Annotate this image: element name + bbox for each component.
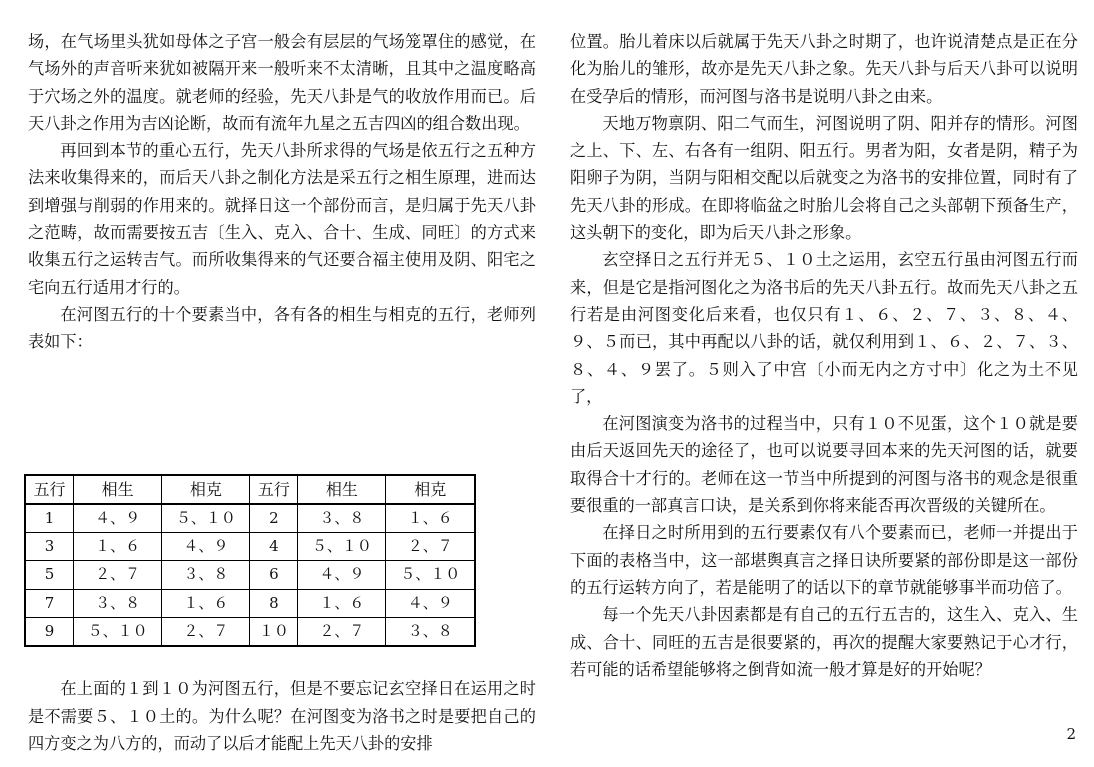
table-cell: 3 (25, 533, 73, 561)
table-cell: 4 (250, 533, 298, 561)
right-paragraph-3: 玄空择日之五行并无５、１０土之运用，玄空五行虽由河图五行而来，但是它是指河图化之为洛书后的先天八卦五行。故而先天八卦之五行若是由河图变化后来看，也仅只有１、６、２、７、３、８、４、９、５而已，其中再配以八卦的话，就仅利用到１、６、２、７、３、８、４、９罢了。５则入了中宫〔小而无内之方寸中〕化之为土不见了， (570, 250, 1078, 406)
table-cell: 9 (25, 618, 73, 647)
header-cell: 五行 (25, 475, 73, 504)
table-cell: １、６ (73, 533, 161, 561)
table-cell: ４、９ (73, 504, 161, 533)
table-cell: 5 (25, 561, 73, 589)
header-cell: 相克 (162, 475, 250, 504)
table-cell: 1 (25, 504, 73, 533)
page-number: 2 (1066, 725, 1076, 743)
left-paragraph-1: 场，在气场里头犹如母体之子宫一般会有层层的气场笼罩住的感觉，在气场外的声音听来犹如被隔开来一般听来不太清晰，且其中之温度略高于穴场之外的温度。就老师的经验，先天八卦是气的收放作用而已。后天八卦之作用为吉凶论断，故而有流年九星之五吉四凶的组合数出现。 (28, 32, 536, 133)
left-column (28, 28, 536, 757)
table-cell: ３、８ (386, 618, 475, 647)
right-paragraph-5: 在择日之时所用到的五行要素仅有八个要素而已，老师一并提出于下面的表格当中，这一部堪舆真言之择日诀所要紧的部份即是这一部份的五行运转方向了，若是能明了的话以下的章节就能够事半而功倍了。 (570, 523, 1078, 597)
table-cell: 7 (25, 589, 73, 617)
table-cell: 8 (250, 589, 298, 617)
table-cell: ５、１０ (386, 561, 475, 589)
table-cell: ５、１０ (298, 533, 386, 561)
table-cell: ２、７ (162, 618, 250, 647)
table-cell: ４、９ (386, 589, 475, 617)
table-cell: １、６ (162, 589, 250, 617)
table-row (25, 533, 475, 561)
header-cell: 相生 (298, 475, 386, 504)
header-cell: 五行 (250, 475, 298, 504)
table-cell: １、６ (298, 589, 386, 617)
header-cell: 相克 (386, 475, 475, 504)
left-paragraph-2: 再回到本节的重心五行，先天八卦所求得的气场是依五行之五种方法来收集得来的，而后天八卦之制化方法是采五行之相生原理，进而达到增强与削弱的作用来的。就择日这一个部份而言，是归属于先天八卦之范畴，故而需要按五吉〔生入、克入、合十、生成、同旺〕的方式来收集五行之运转吉气。而所收集得来的气还要合福主使用及阴、阳宅之宅向五行适用才行的。 (28, 141, 536, 297)
table-cell: ２、７ (73, 561, 161, 589)
table-cell: １、６ (386, 504, 475, 533)
table-cell: ２、７ (386, 533, 475, 561)
table-cell: ３、８ (73, 589, 161, 617)
table-cell: ２、７ (298, 618, 386, 647)
table-cell: １０ (250, 618, 298, 647)
table-cell: ３、８ (298, 504, 386, 533)
table-cell: ５、１０ (162, 504, 250, 533)
left-paragraph-4: 在上面的１到１０为河图五行，但是不要忘记玄空择日在运用之时是不需要５、１０土的。为什么呢？在河图变为洛书之时是要把自己的四方变之为八方的，而动了以后才能配上先天八卦的安排 (28, 679, 536, 753)
right-paragraph-1: 位置。胎儿着床以后就属于先天八卦之时期了，也许说清楚点是正在分化为胎儿的雏形，故亦是先天八卦之象。先天八卦与后天八卦可以说明在受孕后的情形，而河图与洛书是说明八卦之由来。 (570, 32, 1078, 106)
header-cell: 相生 (73, 475, 161, 504)
table-cell: ３、８ (162, 561, 250, 589)
table-row (25, 618, 475, 647)
table-cell: ５、１０ (73, 618, 161, 647)
table-row (25, 561, 475, 589)
right-paragraph-4: 在河图演变为洛书的过程当中，只有１０不见蛋，这个１０就是要由后天返回先天的途径了，也可以说要寻回本来的先天河图的话，就要取得合十才行的。老师在这一节当中所提到的河图与洛书的观念是很重要很重的一部真言口诀，是关系到你将来能否再次晋级的关键所在。 (570, 414, 1078, 516)
wuxing-table (24, 474, 476, 648)
table-row (25, 504, 475, 533)
left-paragraph-3: 在河图五行的十个要素当中，各有各的相生与相克的五行，老师列表如下： (28, 304, 536, 352)
table-cell: ４、９ (162, 533, 250, 561)
table-row (25, 589, 475, 617)
table-cell: 2 (250, 504, 298, 533)
table-cell: 6 (250, 561, 298, 589)
table-spacer (28, 356, 536, 466)
table-header-row (25, 475, 475, 504)
right-column (570, 28, 1078, 683)
right-paragraph-6: 每一个先天八卦因素都是有自己的五行五吉的，这生入、克入、生成、合十、同旺的五吉是很要紧的，再次的提醒大家要熟记于心才行，若可能的话希望能够将之倒背如流一般才算是好的开始呢？ (570, 605, 1078, 679)
table-cell: ４、９ (298, 561, 386, 589)
right-paragraph-2: 天地万物禀阴、阳二气而生，河图说明了阴、阳并存的情形。河图之上、下、左、右各有一组阴、阳五行。男者为阳，女者是阴，精子为阳卵子为阴，当阴与阳相交配以后就变之为洛书的安排位置，同时有了先天八卦的形成。在即将临盆之时胎儿会将自己之头部朝下预备生产，这头朝下的变化，即为后天八卦之形象。 (570, 113, 1078, 243)
